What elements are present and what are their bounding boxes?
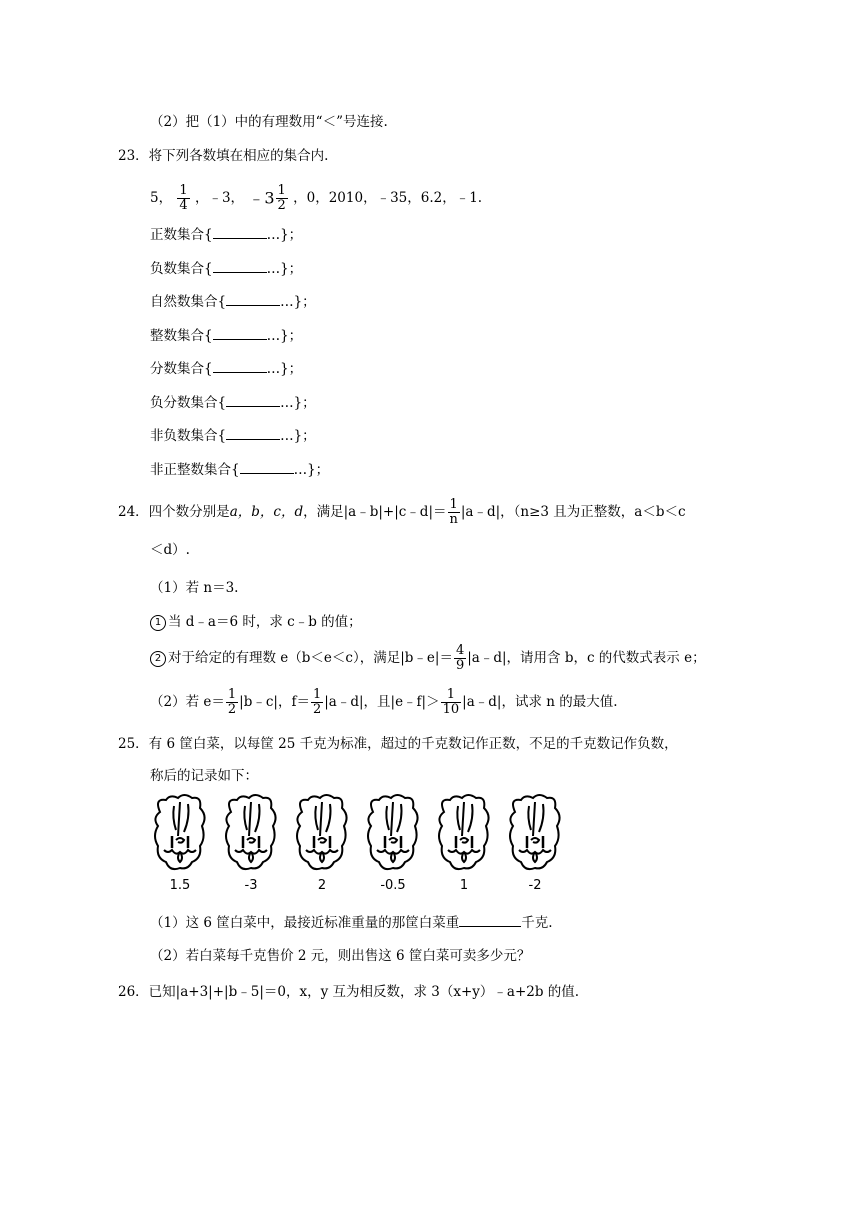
q25-part2: （2）若白菜每千克售价 2 元，则出售这 6 筐白菜可卖多少元？	[150, 948, 531, 964]
q24-sub1-text: 当 d﹣a＝6 时，求 c﹣b 的值；	[168, 614, 362, 630]
q23-numbers	[150, 184, 482, 213]
q24-vars: a，b，c，d	[229, 504, 304, 520]
answer-blank	[213, 258, 267, 273]
cabbage-weight-label: -0.5	[380, 878, 406, 893]
q24-fraction-1-10: $\frac{1}{10}$	[442, 687, 460, 717]
set-line	[150, 224, 302, 245]
cabbage-weight-label: 1	[459, 878, 469, 893]
cabbage-weight-label: 2	[317, 878, 327, 893]
q23-num-part2: ，﹣3，	[194, 190, 245, 206]
q25-part1-text-b: 千克.	[521, 915, 553, 931]
q24-text-a: 24．四个数分别是	[118, 504, 230, 520]
q23-mixed-number: ﹣3 $\frac{1}{2}$	[248, 183, 286, 213]
q22-part2: （2）把（1）中的有理数用“＜”号连接.	[150, 114, 388, 130]
set-tail: …}；	[293, 461, 330, 478]
cabbage-icon	[221, 792, 281, 876]
q23-num-part3: ，0，2010，﹣35，6.2，﹣1.	[293, 190, 483, 206]
cabbage-weight-label: 1.5	[169, 878, 191, 893]
q24-fraction-4-9: $\frac{4}{9}$	[455, 643, 465, 673]
set-line	[150, 392, 316, 413]
answer-blank	[459, 912, 521, 927]
cabbage-weight-label: -3	[244, 878, 258, 893]
q24-part2-text-d: |a﹣d|，试求 n 的最大值.	[462, 694, 618, 710]
set-label: 整数集合{	[150, 327, 213, 344]
cabbage-basket	[221, 792, 281, 902]
cabbage-basket	[363, 792, 423, 902]
circled-number-1: 1	[150, 615, 166, 631]
q24-part2-text-b: |b﹣c|，f＝	[239, 694, 310, 710]
set-line	[150, 358, 302, 379]
set-label: 自然数集合{	[150, 294, 227, 310]
q24-sub1	[150, 612, 362, 632]
cabbage-figure	[150, 792, 570, 902]
cabbage-weight-label: -2	[528, 878, 542, 893]
set-line	[150, 291, 316, 312]
answer-blank	[213, 224, 267, 239]
q24-fraction-e: $\frac{1}{2}$	[227, 687, 237, 717]
q23-num-part1: 5，	[150, 190, 173, 206]
cabbage-icon	[434, 792, 494, 876]
cabbage-basket	[505, 792, 565, 902]
q24-fraction-f: $\frac{1}{2}$	[312, 687, 322, 717]
answer-blank	[226, 425, 280, 440]
q26-text: 26．已知|a+3|+|b﹣5|＝0，x，y 互为相反数，求 3（x+y）﹣a+2b 的值.	[118, 984, 580, 1000]
set-label: 负分数集合{	[150, 394, 227, 411]
set-label: 非负数集合{	[150, 428, 227, 444]
answer-blank	[226, 291, 280, 306]
q24-text-c: ，满足|a﹣b|+|c﹣d|＝	[303, 504, 447, 520]
cabbage-icon	[292, 792, 352, 876]
q24-part2-text-c: |a﹣d|，且|e﹣f|＞	[324, 694, 440, 710]
q25-line1: 25．有 6 筐白菜，以每筐 25 千克为标准，超过的千克数记作正数，不足的千克数记作负数，	[118, 736, 678, 752]
set-tail: …}；	[266, 327, 303, 344]
q25-part1-text-a: （1）这 6 筐白菜中，最接近标准重量的那筐白菜重	[150, 915, 460, 931]
q23-fraction: $\frac{1}{4}$	[179, 183, 188, 213]
circled-number-2: 2	[150, 651, 166, 667]
q24-line2: ＜d）.	[150, 542, 190, 558]
q24-part2	[150, 688, 618, 717]
set-label: 正数集合{	[150, 227, 213, 243]
set-label: 负数集合{	[150, 260, 213, 277]
answer-blank	[213, 325, 267, 340]
q24-sub2-text-b: |a﹣d|，请用含 b，c 的代数式表示 e；	[467, 650, 706, 666]
cabbage-basket	[434, 792, 494, 902]
q24-text-d: |a﹣d|，（n≥3 且为正整数，a＜b＜c	[460, 504, 686, 520]
q25-part1	[150, 912, 553, 933]
set-line	[150, 325, 302, 346]
answer-blank	[226, 392, 280, 407]
set-tail: …}；	[266, 361, 303, 377]
set-tail: …}；	[280, 294, 316, 310]
q24-line1	[118, 498, 686, 527]
set-label: 非正整数集合{	[150, 461, 240, 478]
q24-part2-text-a: （2）若 e＝	[150, 694, 225, 710]
q23-title: 23．将下列各数填在相应的集合内.	[118, 148, 329, 164]
set-label: 分数集合{	[150, 361, 213, 377]
set-line	[150, 459, 329, 480]
cabbage-icon	[363, 792, 423, 876]
set-line	[150, 258, 302, 279]
cabbage-icon	[505, 792, 565, 876]
cabbage-basket	[292, 792, 352, 902]
q24-sub2	[150, 644, 706, 673]
cabbage-icon	[150, 792, 210, 876]
q24-part1: （1）若 n＝3.	[150, 580, 239, 596]
q24-sub2-text-a: 对于给定的有理数 e（b＜e＜c），满足|b﹣e|＝	[168, 650, 453, 666]
set-tail: …}；	[266, 260, 303, 277]
answer-blank	[240, 459, 294, 474]
set-line	[150, 425, 316, 446]
set-tail: …}；	[280, 428, 316, 444]
q24-fraction-1-n: $\frac{1}{n}$	[449, 497, 458, 527]
answer-blank	[213, 358, 267, 373]
q25-line2: 称后的记录如下：	[150, 768, 258, 784]
cabbage-basket	[150, 792, 210, 902]
set-tail: …}；	[266, 227, 303, 243]
set-tail: …}；	[280, 394, 316, 411]
